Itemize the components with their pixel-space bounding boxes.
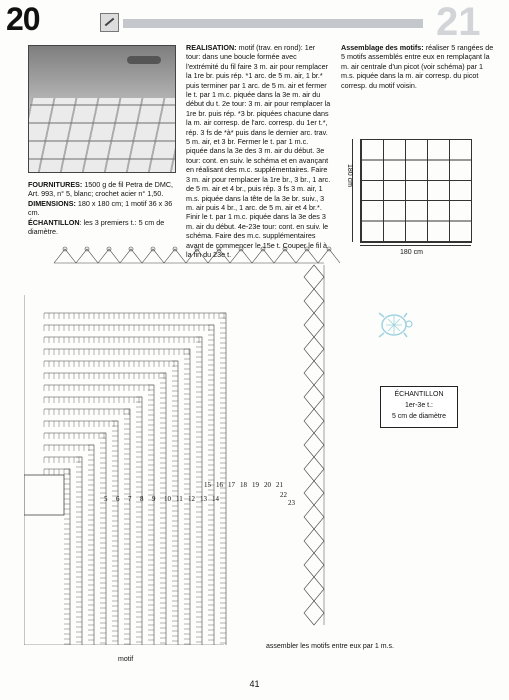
row-number: 8 bbox=[140, 495, 144, 503]
row-number: 20 bbox=[264, 481, 271, 489]
tablecloth-photo bbox=[28, 45, 176, 173]
echantillon-box bbox=[380, 386, 458, 428]
picot-arc bbox=[304, 457, 324, 481]
echantillon-box-size: 5 cm de diamètre bbox=[391, 413, 447, 420]
picot-arc bbox=[304, 313, 324, 337]
page-number: 41 bbox=[249, 679, 260, 689]
realisation-title: REALISATION: bbox=[186, 43, 237, 52]
row-number: 11 bbox=[176, 495, 183, 503]
round-line bbox=[44, 397, 142, 645]
picot-arc bbox=[304, 553, 324, 577]
realisation-body: motif (trav. en rond): 1er tour: dans une boucle formée avec l'extrémité du fil faire 3 m. air pour remplacer la 1re br. puis rép. *1 arc. de 5 m. air, 1 br.* puis terminer par 1 arc. de 5 m. air et fermer le t. par 1 m.c. piquée dans la 3e m. air du début du t. 2e tour: 3 m. air pour remplacer la 1re br. puis rép. *3 br. piquées chacune dans la m. air corresp. de l'arc. corresp. du 1er t.*, rép. 3 fs de *à* puis dans le dernier arc. trav. 5 m. air, et 3 br. Fermer le t. par 1 m.c. piquée dans la 3e des 3 m. air du début. 3e tour: cont. en suiv. le schéma et en avançant en réalisant des m.c. supplémentaires. Faire 3 m. air pour remplacer la 1re br., 3 br., 1 arc. de 5 m. air et 4 br., puis rép. 3 fs 3 m. air, 1 m.s. piquée dans la tête de la 3e br. suiv., 3 m. air puis 4 br., 1 arc. de 5 m. air et 4 br.*. Finir le t. par 1 m.c. piquée dans la 3e des 3 m. air du début. 4e-23e tour: cont. en suiv. le schéma. Faire des m.c. supplémentaires avant de commencer le 15e t. Couper le fil à la fin du 23e t. bbox=[186, 43, 331, 259]
row-number: 18 bbox=[240, 481, 247, 489]
row-number: 16 bbox=[216, 481, 223, 489]
picot-arc bbox=[304, 481, 324, 505]
round-line bbox=[44, 409, 130, 645]
round-line bbox=[44, 469, 70, 645]
row-number: 15 bbox=[204, 481, 211, 489]
picot-arc bbox=[304, 601, 324, 625]
round-line bbox=[44, 373, 166, 645]
row-number: 12 bbox=[188, 495, 195, 503]
pattern-number: 20 bbox=[6, 1, 40, 37]
row-number: 19 bbox=[252, 481, 259, 489]
fournitures-label: FOURNITURES: bbox=[28, 180, 83, 189]
round-line bbox=[44, 313, 226, 645]
echantillon-text: : les 3 premiers t.: 5 cm de diamètre. bbox=[28, 217, 165, 237]
row-number: 9 bbox=[152, 495, 156, 503]
row-number: 14 bbox=[212, 495, 219, 503]
height-label: 180 cm bbox=[345, 164, 353, 187]
picot-arc bbox=[304, 577, 324, 601]
picot-arc bbox=[304, 385, 324, 409]
picot-arc bbox=[304, 409, 324, 433]
dimensions-label: DIMENSIONS: bbox=[28, 198, 76, 208]
assemblage-body: réaliser 5 rangées de 5 motifs assemblés entre eux en remplaçant la m. air centrale d'un picot (voir schéma) par 1 m.s. piquée dans la m. air corresp. du picot corresp. du motif voisin. bbox=[341, 43, 494, 90]
assembly-schema-grid bbox=[360, 139, 472, 243]
echantillon-box-rounds: 1er-3e t.: bbox=[404, 402, 433, 409]
tablecloth-shape bbox=[28, 98, 176, 173]
height-dimension-line bbox=[352, 139, 353, 242]
header-bar bbox=[123, 19, 423, 28]
picot-arc bbox=[304, 265, 324, 289]
row-number: 22 bbox=[280, 491, 287, 499]
motif-label: motif bbox=[118, 656, 134, 663]
row-number: 13 bbox=[200, 495, 207, 503]
picot-arc bbox=[304, 505, 324, 529]
row-number: 10 bbox=[164, 495, 171, 503]
picot-arc bbox=[304, 529, 324, 553]
round-line bbox=[44, 421, 118, 645]
row-number: 5 bbox=[104, 495, 108, 503]
crochet-hook-icon bbox=[100, 13, 119, 32]
row-number: 23 bbox=[288, 499, 295, 507]
echantillon-label: ÉCHANTILLON bbox=[28, 217, 80, 227]
row-number: 6 bbox=[116, 495, 120, 503]
round-line bbox=[44, 433, 106, 645]
width-dimension-line bbox=[360, 245, 471, 246]
row-number: 17 bbox=[228, 481, 235, 489]
materials-text bbox=[28, 180, 176, 236]
lamp-shape bbox=[127, 56, 161, 64]
fournitures-text: 1500 g de fil Petra de DMC, Art. 993, n° 5, blanc; crochet acier n° 1,50. bbox=[28, 180, 174, 199]
assemblage-text bbox=[341, 43, 495, 90]
diagram-caption: assembler les motifs entre eux par 1 m.s. bbox=[266, 643, 394, 650]
background-page-number: 21 bbox=[436, 0, 481, 44]
motif-center bbox=[24, 475, 64, 515]
picot-arc bbox=[304, 361, 324, 385]
row-number: 21 bbox=[276, 481, 283, 489]
crochet-diagram bbox=[24, 245, 344, 645]
picot-arc bbox=[304, 337, 324, 361]
width-label: 180 cm bbox=[400, 249, 423, 256]
picot-arc bbox=[304, 433, 324, 457]
assemblage-title: Assemblage des motifs: bbox=[341, 43, 424, 52]
realisation-text bbox=[186, 43, 331, 259]
dimensions-text: 180 x 180 cm; 1 motif 36 x 36 cm. bbox=[28, 198, 173, 218]
picot-arc bbox=[304, 289, 324, 313]
row-number: 7 bbox=[128, 495, 132, 503]
turtle-icon bbox=[372, 305, 416, 345]
echantillon-box-title: ÉCHANTILLON bbox=[394, 391, 444, 398]
